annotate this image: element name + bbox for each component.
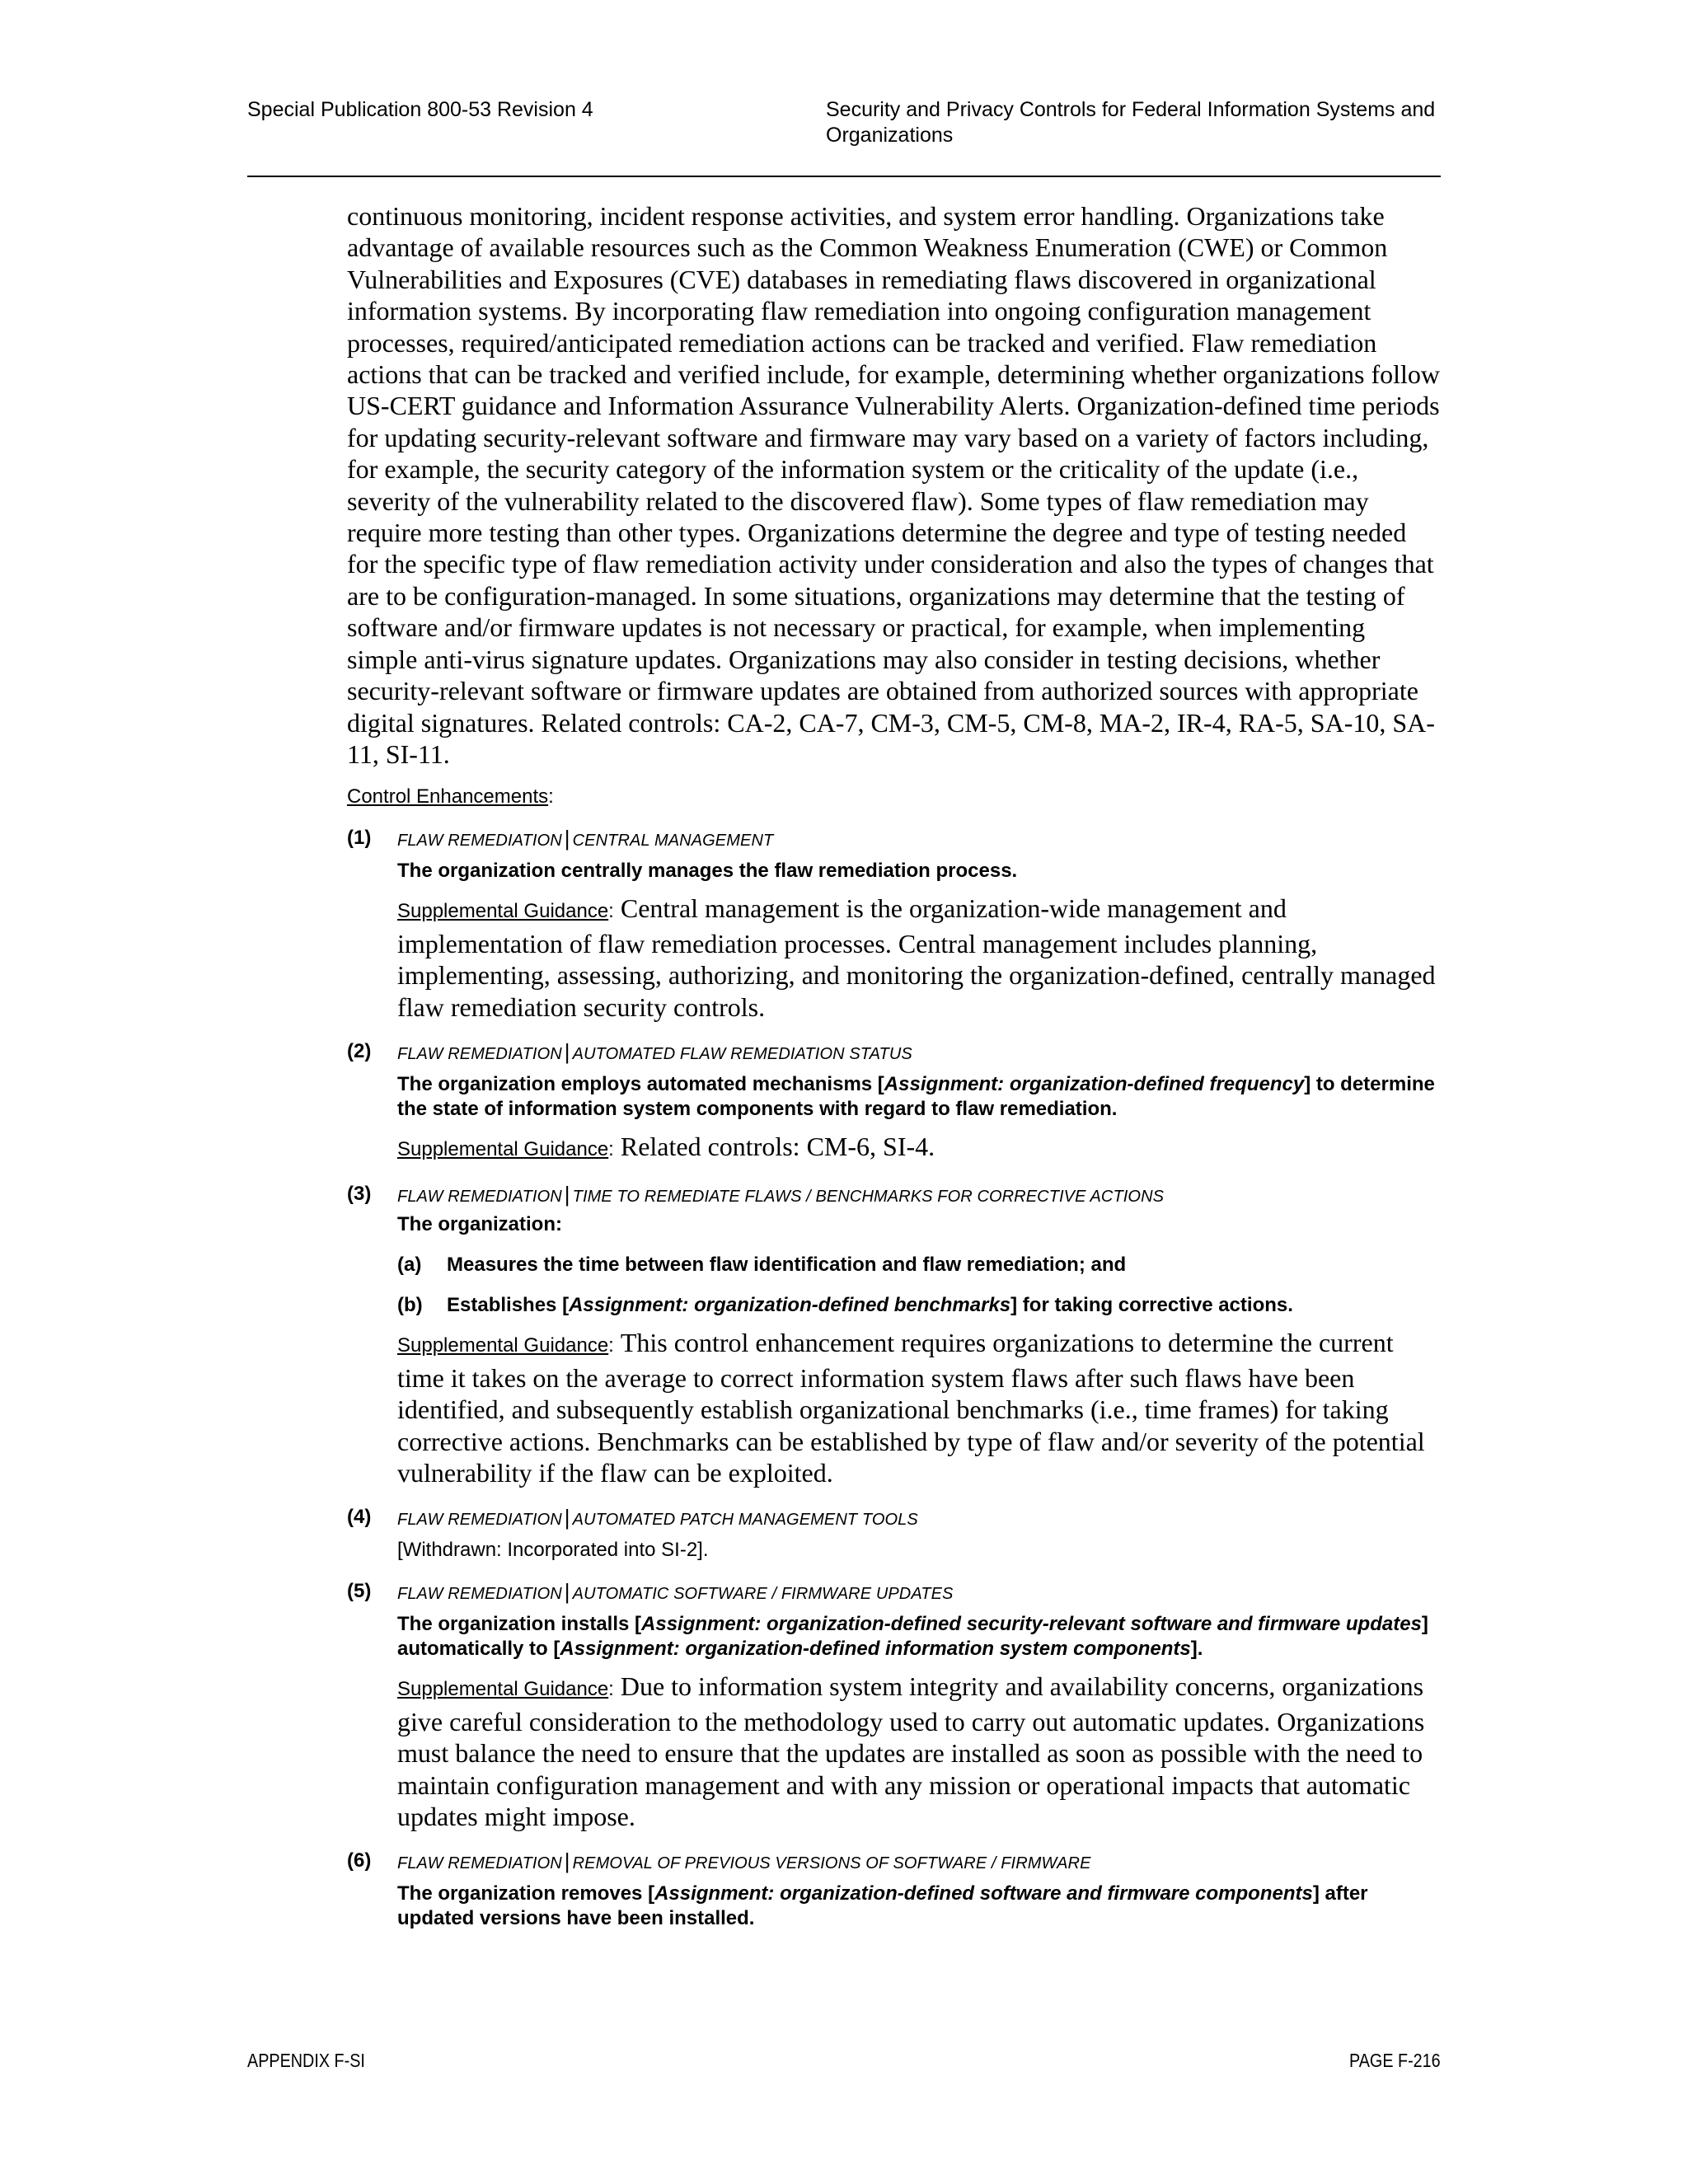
statement-part: The organization employs automated mechanisms [ [397, 1072, 884, 1095]
header-document-title: Security and Privacy Controls for Federal Information Systems and Organizations [826, 98, 1436, 147]
enhancement-title-name: AUTOMATED FLAW REMEDIATION STATUS [572, 1044, 912, 1063]
title-separator: | [564, 1505, 570, 1530]
enhancement-title-name: AUTOMATIC SOFTWARE / FIRMWARE UPDATES [572, 1585, 954, 1604]
supplemental-guidance-colon: : [608, 1334, 614, 1357]
supplemental-guidance [397, 1671, 1441, 1832]
enhancement-title [397, 1505, 1441, 1532]
sub-item-a [397, 1253, 1441, 1277]
footer-appendix: APPENDIX F-SI [247, 2050, 365, 2071]
statement-part: ] automatically to [ [397, 1613, 1428, 1661]
enhancement-number: (2) [347, 1039, 372, 1062]
enhancement-title [397, 1579, 1441, 1606]
enhancement-number: (5) [347, 1580, 372, 1603]
statement-part: ] to determine the state of information system components with regard to flaw remediation. [397, 1072, 1435, 1120]
enhancement-4 [347, 1505, 1441, 1563]
statement-part: ]. [1190, 1638, 1203, 1661]
supplemental-guidance-text: This control enhancement requires organizations to determine the current time it takes on the average to correct information system flaws after such flaws have been identified, and subsequently establish organizational benchmarks (i.e., time frames) for taking corrective actions. Benchmarks can be established by type of flaw and/or severity of the potential vulnerability if the flaw can be exploited. [397, 1328, 1425, 1488]
enhancement-title-control: FLAW REMEDIATION [397, 1511, 562, 1530]
enhancement-title [397, 826, 1441, 853]
supplemental-guidance-label: Supplemental Guidance [397, 1334, 609, 1357]
supplemental-guidance-label: Supplemental Guidance [397, 900, 609, 923]
statement-part: The organization installs [ [397, 1613, 642, 1636]
enhancement-title-control: FLAW REMEDIATION [397, 832, 562, 851]
title-separator: | [564, 1038, 570, 1064]
statement-part: ] after updated versions have been installed. [397, 1882, 1368, 1930]
supplemental-guidance [397, 893, 1441, 1023]
supplemental-guidance-colon: : [608, 1678, 614, 1701]
sub-item-letter: (a) [397, 1254, 422, 1277]
intro-paragraph: continuous monitoring, incident response activities, and system error handling. Organizations take advantage of available resources such as the Common Weakness Enumeration (CWE) or Common Vulnerabilities and Exposures (CVE) databases in remediating flaws discovered in organizational information systems. By incorporating flaw remediation into ongoing configuration management processes, required/anticipated remediation actions can be tracked and verified. Flaw remediation actions that can be tracked and verified include, for example, determining whether organizations follow US-CERT guidance and Information Assurance Vulnerability Alerts. Organization-defined time periods for updating security-relevant software and firmware may vary based on a variety of factors including, for example, the security category of the information system or the criticality of the update (i.e., severity of the vulnerability related to the discovered flaw). Some types of flaw remediation may require more testing than other types. Organizations determine the degree and type of testing needed for the specific type of flaw remediation activity under consideration and also the types of changes that are to be configuration-managed. In some situations, organizations may determine that the testing of software and/or firmware updates is not necessary or practical, for example, when implementing simple anti-virus signature updates. Organizations may also consider in testing decisions, whether security-relevant software or firmware updates are obtained from authorized sources with appropriate digital signatures. Related controls: CA-2, CA-7, CM-3, CM-5, CM-8, MA-2, IR-4, RA-5, SA-10, SA-11, SI-11. [347, 201, 1441, 769]
control-enhancements-colon: : [548, 785, 554, 808]
enhancement-6 [347, 1849, 1441, 1931]
withdrawn-note: [Withdrawn: Incorporated into SI-2]. [397, 1539, 709, 1562]
assignment-parameter: Assignment: organization-defined benchmarks [569, 1294, 1011, 1317]
supplemental-guidance-label: Supplemental Guidance [397, 1137, 609, 1160]
title-separator: | [564, 826, 570, 851]
enhancement-1 [347, 826, 1441, 1023]
enhancement-statement [397, 1072, 1441, 1122]
enhancement-statement [397, 1882, 1441, 1931]
enhancement-statement: The organization: [397, 1213, 562, 1236]
enhancement-title-control: FLAW REMEDIATION [397, 1188, 562, 1207]
statement-part: ] for taking corrective actions. [1010, 1294, 1293, 1317]
sub-item-letter: (b) [397, 1294, 423, 1317]
footer-page-number: PAGE F-216 [1349, 2050, 1441, 2071]
enhancement-number: (3) [347, 1183, 372, 1206]
assignment-parameter: Assignment: organization-defined frequency [884, 1072, 1305, 1095]
enhancement-title-control: FLAW REMEDIATION [397, 1585, 562, 1604]
enhancement-title-name: CENTRAL MANAGEMENT [572, 832, 774, 851]
enhancement-title-control: FLAW REMEDIATION [397, 1044, 562, 1063]
control-enhancements-label: Control Enhancements [347, 785, 549, 808]
supplemental-guidance-text: Due to information system integrity and availability concerns, organizations give careful consideration to the methodology used to carry out automatic updates. Organizations must balance the need to ensure that the updates are installed as soon as possible with the need to maintain configuration management and with any mission or operational impacts that automatic updates might impose. [397, 1671, 1425, 1831]
enhancement-statement [397, 1612, 1441, 1661]
enhancement-3 [347, 1182, 1441, 1488]
assignment-parameter: Assignment: organization-defined information system components [560, 1638, 1191, 1661]
supplemental-guidance-text: Related controls: CM-6, SI-4. [620, 1131, 935, 1161]
enhancement-number: (4) [347, 1506, 372, 1529]
enhancement-title [397, 1182, 1441, 1209]
statement-part: Establishes [ [447, 1294, 570, 1317]
enhancement-number: (1) [347, 827, 372, 850]
statement-part: The organization removes [ [397, 1882, 655, 1905]
enhancement-5 [347, 1579, 1441, 1832]
sub-item-text: Measures the time between flaw identification and flaw remediation; and [447, 1254, 1127, 1277]
title-separator: | [564, 1182, 570, 1207]
header-publication: Special Publication 800-53 Revision 4 [247, 98, 593, 121]
control-enhancements-heading [347, 785, 1441, 809]
supplemental-guidance [397, 1131, 1441, 1165]
enhancement-title-name: AUTOMATED PATCH MANAGEMENT TOOLS [572, 1511, 918, 1530]
enhancement-title-control: FLAW REMEDIATION [397, 1854, 562, 1873]
enhancement-statement: The organization centrally manages the flaw remediation process. [397, 860, 1018, 883]
supplemental-guidance-colon: : [608, 1137, 614, 1160]
header-divider [247, 176, 1441, 177]
enhancement-title-name: REMOVAL OF PREVIOUS VERSIONS OF SOFTWARE / FIRMWARE [572, 1854, 1091, 1873]
sub-item-b [397, 1293, 1441, 1318]
assignment-parameter: Assignment: organization-defined security-relevant software and firmware updates [641, 1613, 1422, 1636]
supplemental-guidance [397, 1327, 1441, 1488]
supplemental-guidance-text: Central management is the organization-wide management and implementation of flaw remediation processes. Central management includes planning, implementing, assessing, authorizing, and monitoring the organization-defined, centrally managed flaw remediation security controls. [397, 893, 1436, 1022]
enhancement-title [397, 1039, 1441, 1066]
enhancement-title [397, 1849, 1441, 1876]
title-separator: | [564, 1579, 570, 1605]
page-body [347, 200, 1441, 1931]
supplemental-guidance-colon: : [608, 900, 614, 923]
enhancement-number: (6) [347, 1849, 372, 1872]
assignment-parameter: Assignment: organization-defined software and firmware components [654, 1882, 1313, 1905]
enhancement-title-name: TIME TO REMEDIATE FLAWS / BENCHMARKS FOR CORRECTIVE ACTIONS [572, 1188, 1165, 1207]
enhancement-2 [347, 1039, 1441, 1165]
title-separator: | [564, 1849, 570, 1874]
supplemental-guidance-label: Supplemental Guidance [397, 1678, 609, 1701]
